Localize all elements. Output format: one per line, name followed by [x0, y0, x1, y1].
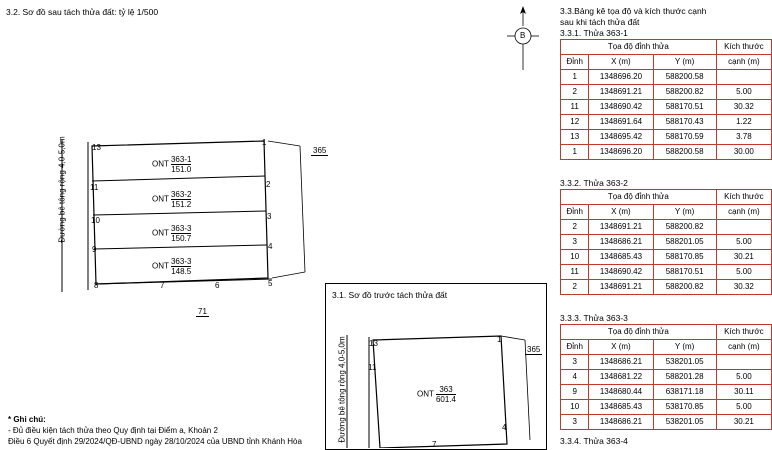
before-split-title: 3.1. Sơ đồ trước tách thửa đất — [332, 290, 448, 300]
inset-vertex-7: 7 — [432, 440, 437, 449]
table-row: 11 1348690.42 588170.51 5.00 — [561, 265, 772, 280]
parcel-label-363-2: ONT $\frac{363-2}{151.2}$ — [152, 190, 192, 209]
compass-letter: B — [520, 31, 526, 40]
table-row: 3 1348686.21 538201.05 30.21 — [561, 415, 772, 430]
road-label-inset: Đường bê tông rộng 4,0-5,0m — [337, 336, 347, 443]
table-row: 10 1348685.43 588170.85 30.21 — [561, 250, 772, 265]
th-size: Kích thước — [716, 325, 771, 340]
th-group-coords: Tọa độ đỉnh thửa — [561, 325, 717, 340]
th-canh: cạnh (m) — [716, 55, 771, 70]
right-main-title-line2: sau khi tách thửa đất — [560, 17, 640, 27]
th-x: X (m) — [589, 205, 653, 220]
vertex-label-11: 11 — [90, 183, 99, 192]
coord-table-363-2 — [560, 189, 772, 295]
inset-vertex-4: 4 — [502, 423, 507, 432]
table-row: 10 1348685.43 538170.85 5.00 — [561, 400, 772, 415]
left-diagram-title: 3.2. Sơ đồ sau tách thửa đất: tỷ lệ 1/500 — [6, 7, 159, 17]
parcel-label-363-3a: ONT $\frac{363-3}{150.7}$ — [152, 224, 192, 243]
section-title-363-3: 3.3.3. Thửa 363-3 — [560, 313, 628, 323]
neighbour-label-365: 365 — [313, 146, 327, 155]
th-group-coords: Tọa độ đỉnh thửa — [561, 190, 717, 205]
th-y: Y (m) — [653, 55, 716, 70]
th-canh: cạnh (m) — [716, 340, 771, 355]
neighbour-label-71: 71 — [198, 307, 207, 316]
vertex-label-13: 13 — [92, 143, 101, 152]
footer-note — [8, 414, 308, 447]
th-y: Y (m) — [653, 340, 716, 355]
inset-vertex-11: 11 — [368, 363, 377, 372]
th-canh: cạnh (m) — [716, 205, 771, 220]
vertex-label-8: 8 — [94, 281, 99, 290]
table-row: 3 1348686.21 538201.05 — [561, 355, 772, 370]
table-row: 3 1348686.21 588201.05 5.00 — [561, 235, 772, 250]
th-x: X (m) — [589, 340, 653, 355]
road-label-left: Đường bê tông rộng 4,0-5,0m — [57, 136, 67, 243]
inset-vertex-1: 1 — [497, 335, 502, 344]
table-row: 2 1348691.21 588200.82 — [561, 220, 772, 235]
vertex-label-6: 6 — [215, 281, 220, 290]
th-x: X (m) — [589, 55, 653, 70]
section-title-363-4: 3.3.4. Thửa 363-4 — [560, 436, 628, 446]
footer-note-line1: - Đủ điều kiện tách thửa theo Quy định tại Điểm a, Khoản 2 — [8, 426, 218, 435]
before-split-diagram — [325, 300, 545, 448]
parcel-label-363-3b: ONT $\frac{363-3}{148.5}$ — [152, 257, 192, 276]
table-363-3-wrapper — [560, 324, 772, 430]
th-size: Kích thước — [716, 40, 771, 55]
section-title-363-1: 3.3.1. Thửa 363-1 — [560, 28, 628, 38]
vertex-label-9: 9 — [92, 245, 97, 254]
th-dinh: Đỉnh — [561, 205, 589, 220]
vertex-label-7: 7 — [160, 281, 165, 290]
parcel-label-363-inset: ONT $\frac{363}{601.4}$ — [417, 385, 457, 404]
vertex-label-10: 10 — [91, 216, 100, 225]
vertex-label-1: 1 — [262, 138, 267, 147]
section-title-363-2: 3.3.2. Thửa 363-2 — [560, 178, 628, 188]
vertex-label-5: 5 — [268, 279, 273, 288]
th-y: Y (m) — [653, 205, 716, 220]
th-dinh: Đỉnh — [561, 55, 589, 70]
th-group-coords: Tọa độ đỉnh thửa — [561, 40, 717, 55]
footer-note-line2: Điều 6 Quyết định 29/2024/QĐ-UBND ngày 28/10/2024 của UBND tỉnh Khánh Hòa — [8, 437, 302, 446]
coord-table-363-3 — [560, 324, 772, 430]
vertex-label-4: 4 — [268, 242, 273, 251]
table-row: 13 1348695.42 588170.59 3.78 — [561, 130, 772, 145]
th-size: Kích thước — [716, 190, 771, 205]
table-row: 4 1348681.22 588201.28 5.00 — [561, 370, 772, 385]
parcel-label-363-1: ONT $\frac{363-1}{151.0}$ — [152, 155, 192, 174]
table-row: 11 1348690.42 588170.51 30.32 — [561, 100, 772, 115]
footer-note-title: * Ghi chú: — [8, 415, 46, 424]
th-dinh: Đỉnh — [561, 340, 589, 355]
table-363-2-wrapper — [560, 189, 772, 295]
table-row: 2 1348691.21 588200.82 30.32 — [561, 280, 772, 295]
table-363-1-wrapper — [560, 39, 772, 160]
coord-table-363-1 — [560, 39, 772, 160]
table-row: 2 1348691.21 588200.82 5.00 — [561, 85, 772, 100]
right-main-title-line1: 3.3.Bảng kê tọa độ và kích thước cạnh — [560, 6, 707, 16]
vertex-label-2: 2 — [266, 180, 271, 189]
table-row: 12 1348691.64 588170.43 1.22 — [561, 115, 772, 130]
table-row: 9 1348680.44 638171.18 30.11 — [561, 385, 772, 400]
inset-neighbour-365: 365 — [527, 345, 541, 354]
table-row: 1 1348696.20 588200.58 — [561, 70, 772, 85]
table-row: 1 1348696.20 588200.58 30.00 — [561, 145, 772, 160]
inset-vertex-13: 13 — [369, 339, 378, 348]
vertex-label-3: 3 — [267, 212, 272, 221]
